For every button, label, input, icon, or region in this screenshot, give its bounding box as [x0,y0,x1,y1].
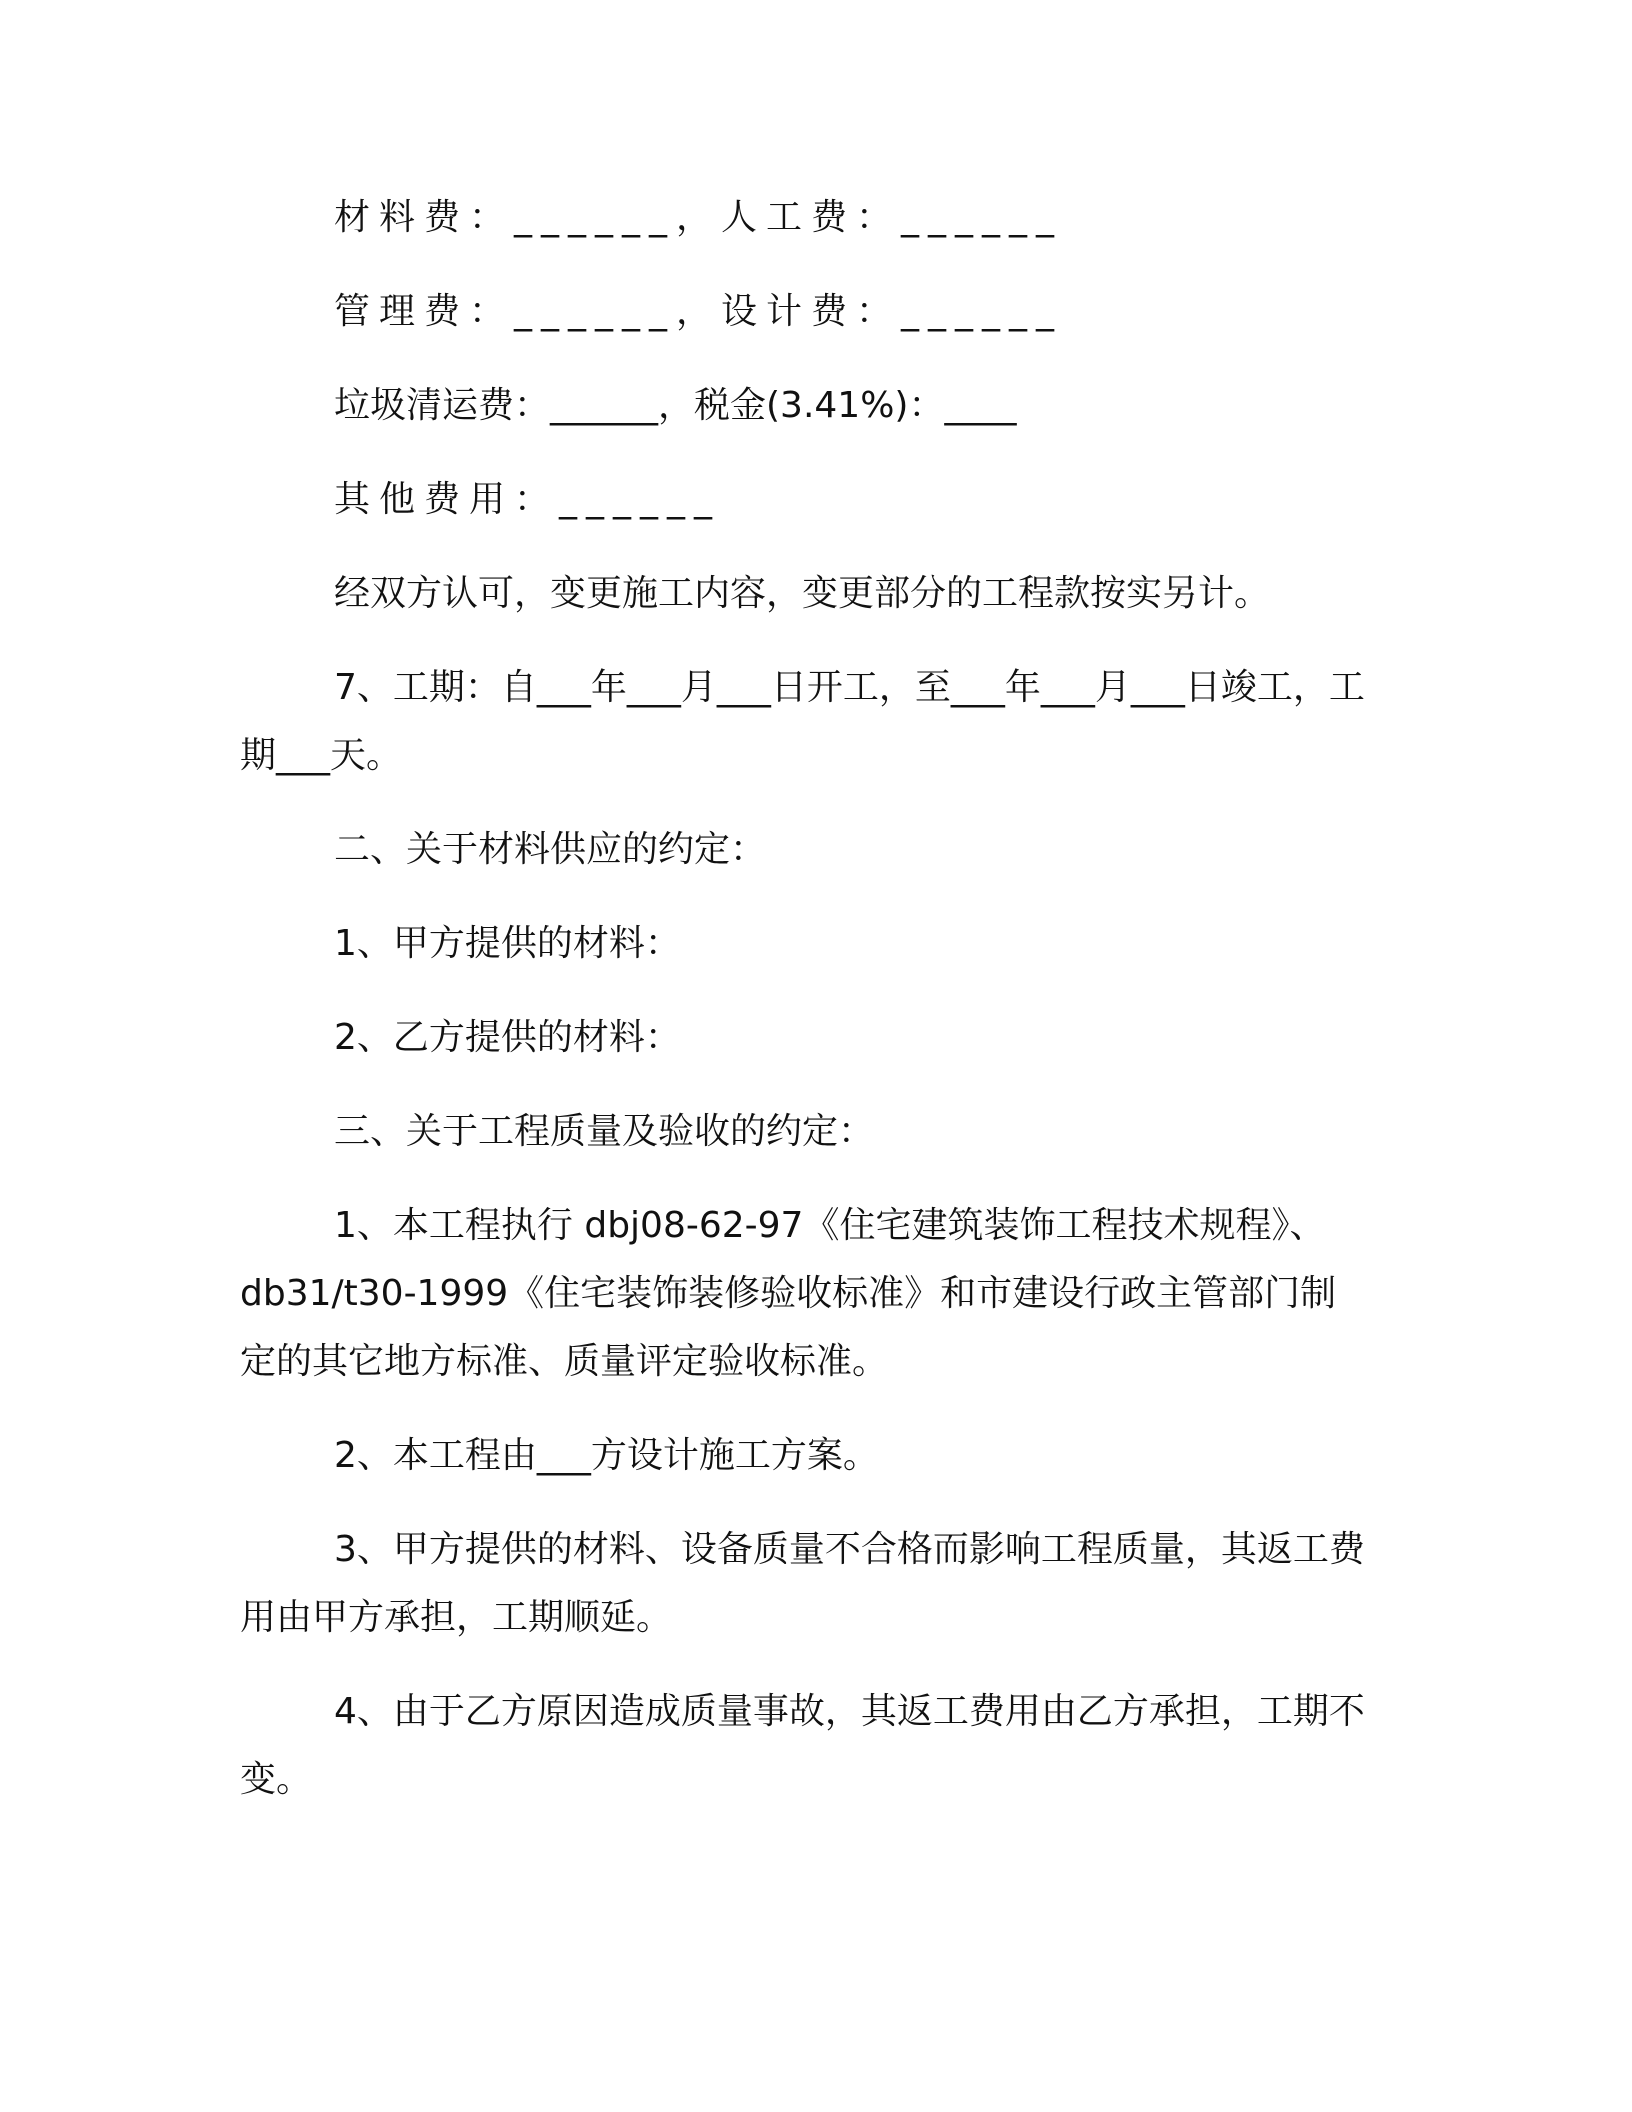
clause-3-3: 3、甲方提供的材料、设备质量不合格而影响工程质量，其返工费用由甲方承担，工期顺延。 [240,1529,1365,1638]
section-3-heading: 三、关于工程质量及验收的约定： [334,1111,875,1152]
change-note: 经双方认可，变更施工内容，变更部分的工程款按实另计。 [334,573,1271,614]
clause-3-2: 2、本工程由___方设计施工方案。 [334,1435,879,1476]
clause-3-4: 4、由于乙方原因造成质量事故，其返工费用由乙方承担，工期不变。 [240,1691,1365,1800]
clause-7-schedule: 7、工期：自___年___月___日开工，至___年___月___日竣工，工期___天。 [240,667,1365,776]
fee-materials-labor: 材料费：______，人工费：______ [334,197,1064,238]
clause-2-2: 2、乙方提供的材料： [334,1017,681,1058]
fee-management-design: 管理费：______，设计费：______ [334,291,1064,332]
clause-2-1: 1、甲方提供的材料： [334,923,681,964]
fee-waste-tax: 垃圾清运费：______，税金(3.41%)：____ [334,385,1017,426]
fee-other: 其他费用：______ [334,479,722,520]
section-2-heading: 二、关于材料供应的约定： [334,829,767,870]
clause-3-1: 1、本工程执行 dbj08-62-97《住宅建筑装饰工程技术规程》、db31/t30-1999《住宅装饰装修验收标准》和市建设行政主管部门制定的其它地方标准、质量评定验收标准。 [240,1205,1337,1382]
